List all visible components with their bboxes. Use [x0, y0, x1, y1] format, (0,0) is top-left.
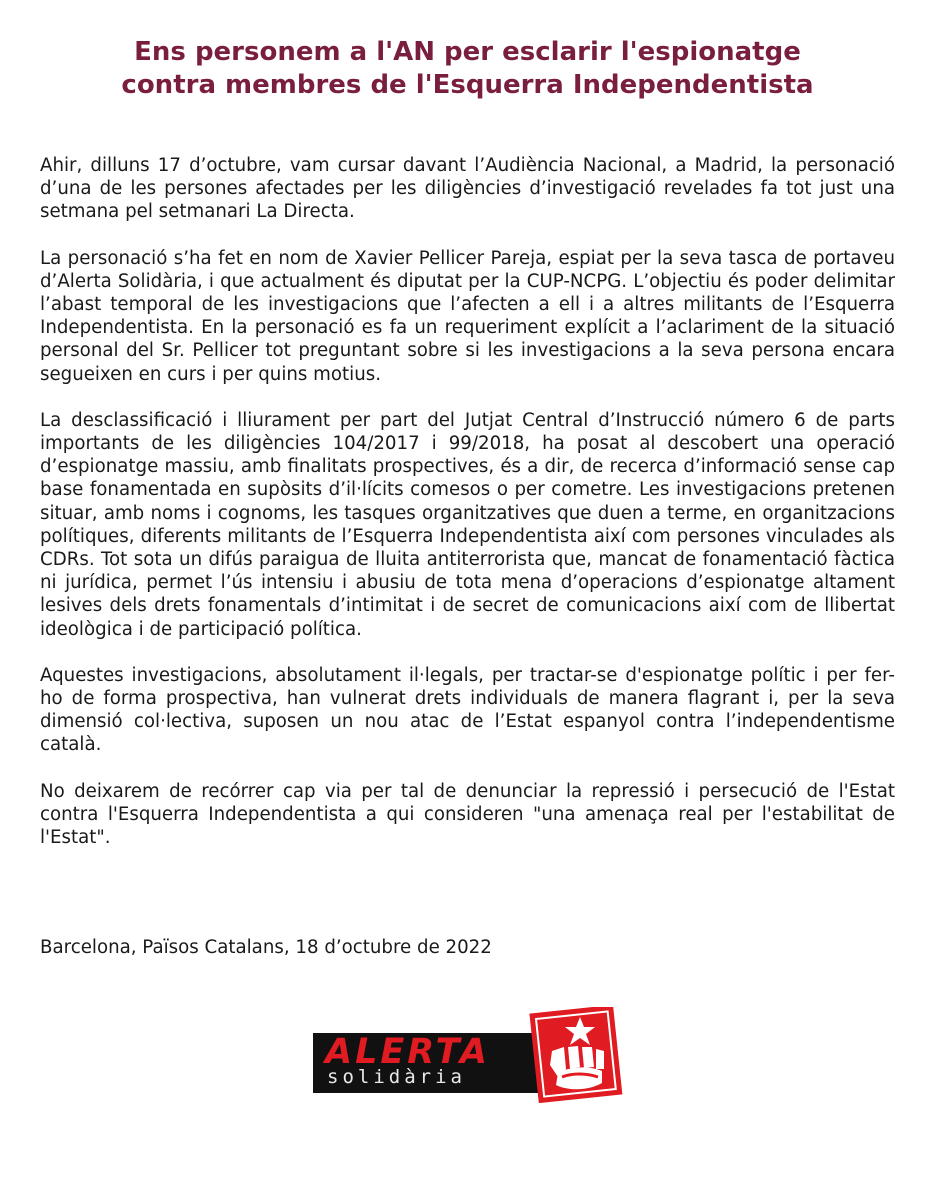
paragraph-1: Ahir, dilluns 17 d’octubre, vam cursar davant l’Audiència Nacional, a Madrid, la personació d’una de les persones afectades per les diligències d’investigació revelades fa tot just una setmana pel setmanari La Directa.	[40, 155, 895, 223]
paragraph-3: La desclassificació i lliurament per part del Jutjat Central d’Instrucció número 6 de parts importants de les diligències 104/2017 i 99/2018, ha posat al descobert una operació d’espionatge massiu, amb finalitats prospectives, és a dir, de recerca d’informació sense cap base fonamentada en supòsits d’il·lícits comesos o per cometre. Les investigacions pretenen situar, amb noms i cognoms, les tasques organitzatives que duen a terme, en organitzacions polítiques, diferents militants de l’Esquerra Independentista així com persones vinculades als CDRs. Tot sota un difús paraigua de lluita antiterrorista que, mancat de fonamentació fàctica ni jurídica, permet l’ús intensiu i abusiu de tota mena d’operacions d’espionatge altament lesives dels drets fonamentals d’intimitat i de secret de comunicacions així com de llibertat ideològica i de participació política.	[40, 409, 895, 640]
star-fist-emblem-icon	[528, 1007, 624, 1103]
paragraph-5: No deixarem de recórrer cap via per tal de denunciar la repressió i persecució de l'Estat contra l'Esquerra Independentista a qui consideren "una amenaça real per l'estabilitat de l'Estat".	[40, 780, 895, 849]
alerta-solidaria-logo	[313, 1007, 625, 1103]
title-line-1: Ens personem a l'AN per esclarir l'espionatge	[134, 37, 801, 67]
logo-wordmark: ALERTA	[325, 1032, 490, 1072]
paragraph-4: Aquestes investigacions, absolutament il·legals, per tractar-se d'espionatge polític i per fer-ho de forma prospectiva, han vulnerat drets individuals de manera flagrant i, per la seva dimensió col·lectiva, suposen un nou atac de l’Estat espanyol contra l’independentisme català.	[40, 664, 895, 756]
page-title	[40, 36, 895, 102]
signoff-place-date: Barcelona, Països Catalans, 18 d’octubre de 2022	[40, 937, 492, 958]
statement-body	[40, 154, 895, 872]
title-line-2: contra membres de l'Esquerra Independentista	[121, 70, 814, 100]
paragraph-2: La personació s’ha fet en nom de Xavier Pellicer Pareja, espiat per la seva tasca de portaveu d’Alerta Solidària, i que actualment és diputat per la CUP-NCPG. L’objectiu és poder delimitar l’abast temporal de les investigacions que l’afecten a ell i a altres militants de l’Esquerra Independentista. En la personació es fa un requeriment explícit a l’aclariment de la situació personal del Sr. Pellicer tot preguntant sobre si les investigacions a la seva persona encara segueixen en curs i per quins motius.	[40, 247, 895, 385]
logo-subtitle: solidària	[327, 1066, 466, 1088]
